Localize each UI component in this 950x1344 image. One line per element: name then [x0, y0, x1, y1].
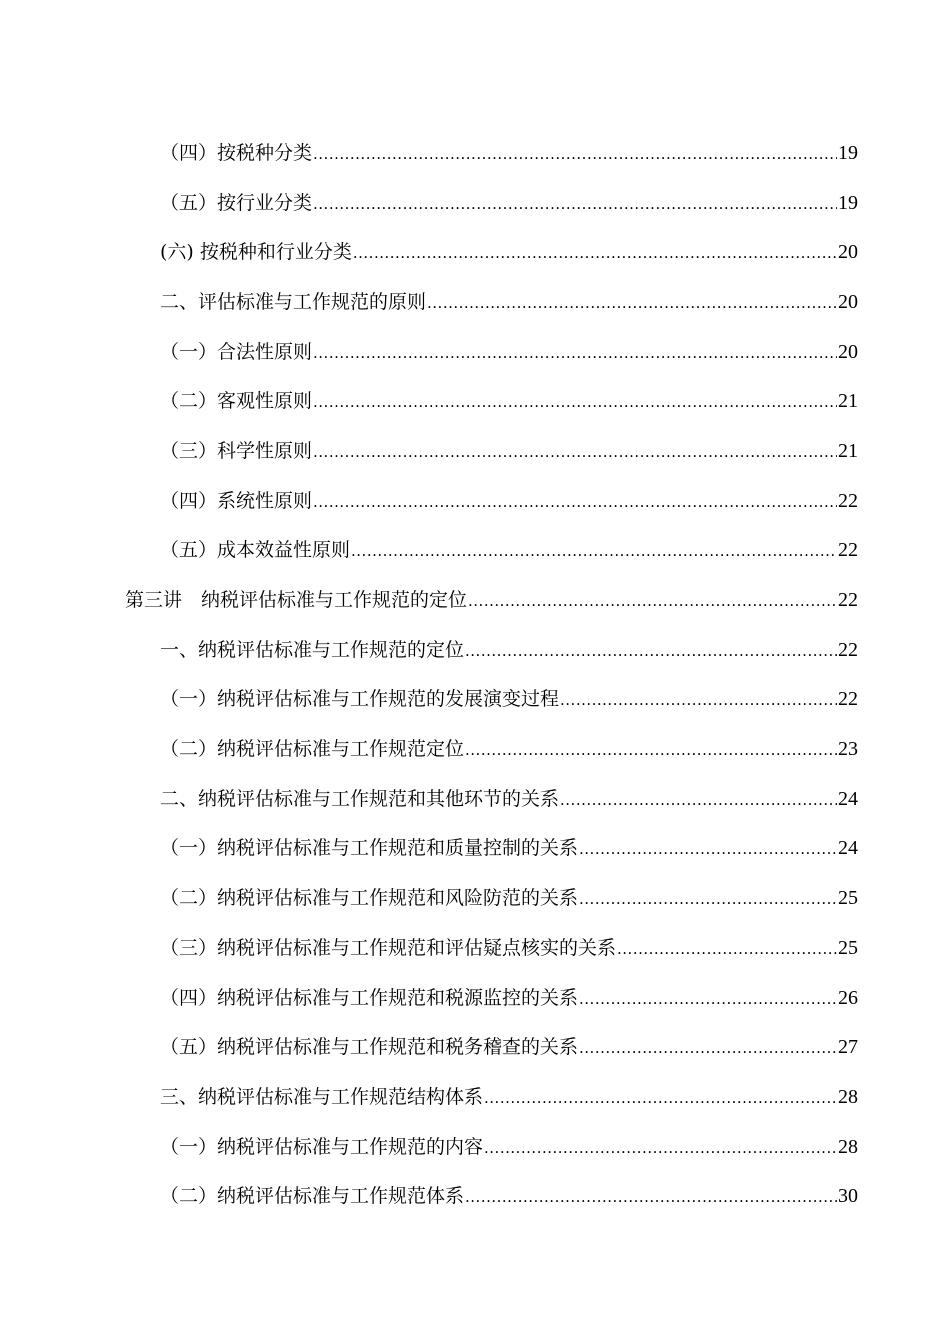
- toc-entry-line: [160, 737, 858, 761]
- toc-entry-line: [160, 240, 858, 264]
- toc-dot-leader: [353, 246, 837, 261]
- toc-entry[interactable]: [0, 1022, 950, 1072]
- toc-dot-leader: [468, 594, 837, 609]
- toc-dot-leader: [465, 1190, 837, 1205]
- toc-entry[interactable]: [0, 575, 950, 625]
- toc-entry-title: （二）纳税评估标准与工作规范和风险防范的关系: [160, 887, 579, 910]
- toc-entry-line: [160, 141, 858, 165]
- toc-entry[interactable]: [0, 476, 950, 526]
- toc-entry[interactable]: [0, 625, 950, 675]
- toc-entry-page-number: 26: [838, 986, 858, 1009]
- toc-entry[interactable]: [0, 873, 950, 923]
- toc-entry-title: （五）成本效益性原则: [160, 539, 351, 562]
- toc-entry-line: [160, 538, 858, 562]
- toc-dot-leader: [427, 296, 837, 311]
- toc-entry[interactable]: [0, 774, 950, 824]
- toc-entry[interactable]: [0, 376, 950, 426]
- toc-entry-page-number: 22: [838, 688, 858, 711]
- toc-entry-page-number: 28: [838, 1135, 858, 1158]
- toc-entry-title: 三、纳税评估标准与工作规范结构体系: [160, 1085, 484, 1108]
- toc-entry-line: [160, 489, 858, 513]
- toc-entry-page-number: 21: [838, 439, 858, 462]
- toc-entry-title: （二）纳税评估标准与工作规范定位: [160, 738, 465, 761]
- toc-entry[interactable]: [0, 675, 950, 725]
- toc-entry-page-number: 22: [838, 589, 858, 612]
- toc-dot-leader: [465, 644, 837, 659]
- toc-dot-leader: [351, 544, 837, 559]
- toc-entry[interactable]: [0, 923, 950, 973]
- toc-dot-leader: [313, 147, 837, 162]
- toc-entry-title: （四）纳税评估标准与工作规范和税源监控的关系: [160, 986, 579, 1009]
- toc-entry-page-number: 25: [838, 936, 858, 959]
- toc-entry[interactable]: [0, 1171, 950, 1221]
- toc-entry-page-number: 30: [838, 1185, 858, 1208]
- toc-entry-page-number: 25: [838, 887, 858, 910]
- toc-entry[interactable]: [0, 1072, 950, 1122]
- toc-entry-title: （一）纳税评估标准与工作规范和质量控制的关系: [160, 837, 579, 860]
- toc-dot-leader: [579, 1041, 837, 1056]
- toc-entry-title: （二）纳税评估标准与工作规范体系: [160, 1185, 465, 1208]
- toc-entry-title: 一、纳税评估标准与工作规范的定位: [160, 638, 465, 661]
- toc-entry[interactable]: [0, 277, 950, 327]
- toc-dot-leader: [465, 743, 837, 758]
- toc-entry-line: [160, 1135, 858, 1159]
- toc-dot-leader: [313, 346, 837, 361]
- table-of-contents: [0, 128, 950, 1221]
- toc-entry-line: [160, 1085, 858, 1109]
- toc-entry-line: [160, 787, 858, 811]
- toc-entry[interactable]: [0, 526, 950, 576]
- toc-entry-title: （一）纳税评估标准与工作规范的内容: [160, 1135, 484, 1158]
- toc-entry[interactable]: [0, 824, 950, 874]
- toc-entry-line: [160, 389, 858, 413]
- toc-entry-line: [160, 687, 858, 711]
- toc-dot-leader: [579, 892, 837, 907]
- toc-dot-leader: [313, 197, 837, 212]
- toc-entry-line: [160, 1035, 858, 1059]
- toc-entry-line: [160, 638, 858, 662]
- toc-entry-page-number: 22: [838, 539, 858, 562]
- toc-entry[interactable]: [0, 128, 950, 178]
- toc-entry-title: （三）纳税评估标准与工作规范和评估疑点核实的关系: [160, 936, 617, 959]
- toc-entry[interactable]: [0, 327, 950, 377]
- toc-entry-line: [160, 986, 858, 1010]
- toc-dot-leader: [560, 793, 837, 808]
- toc-entry-title: 二、纳税评估标准与工作规范和其他环节的关系: [160, 787, 560, 810]
- toc-entry-line: [160, 340, 858, 364]
- toc-entry-title: （二）客观性原则: [160, 390, 313, 413]
- toc-entry-page-number: 28: [838, 1085, 858, 1108]
- toc-entry[interactable]: [0, 178, 950, 228]
- toc-dot-leader: [313, 395, 837, 410]
- toc-entry-page-number: 19: [838, 191, 858, 214]
- toc-dot-leader: [579, 992, 837, 1007]
- toc-dot-leader: [617, 942, 837, 957]
- toc-entry-title: （五）按行业分类: [160, 191, 313, 214]
- toc-entry-page-number: 24: [838, 787, 858, 810]
- toc-entry[interactable]: [0, 227, 950, 277]
- toc-entry-title: 二、评估标准与工作规范的原则: [160, 290, 427, 313]
- toc-entry-title: （四）系统性原则: [160, 489, 313, 512]
- toc-entry-page-number: 22: [838, 638, 858, 661]
- toc-entry[interactable]: [0, 426, 950, 476]
- toc-dot-leader: [313, 495, 837, 510]
- toc-entry-page-number: 21: [838, 390, 858, 413]
- toc-dot-leader: [484, 1091, 837, 1106]
- toc-entry-page-number: 23: [838, 738, 858, 761]
- toc-entry-page-number: 22: [838, 489, 858, 512]
- toc-entry[interactable]: [0, 1122, 950, 1172]
- toc-dot-leader: [560, 693, 837, 708]
- toc-entry-page-number: 27: [838, 1036, 858, 1059]
- toc-entry-title: （一）合法性原则: [160, 340, 313, 363]
- toc-entry-title: （五）纳税评估标准与工作规范和税务稽查的关系: [160, 1036, 579, 1059]
- toc-entry-line: [160, 1184, 858, 1208]
- toc-entry-page-number: 24: [838, 837, 858, 860]
- toc-dot-leader: [579, 842, 837, 857]
- toc-entry-page-number: 20: [838, 290, 858, 313]
- toc-entry-title: (六) 按税种和行业分类: [160, 241, 352, 264]
- toc-entry-line: [160, 936, 858, 960]
- toc-entry[interactable]: [0, 973, 950, 1023]
- toc-entry-line: [160, 439, 858, 463]
- toc-entry-line: [160, 191, 858, 215]
- toc-entry[interactable]: [0, 724, 950, 774]
- toc-entry-page-number: 20: [838, 241, 858, 264]
- toc-entry-title: （四）按税种分类: [160, 141, 313, 164]
- toc-entry-title: （一）纳税评估标准与工作规范的发展演变过程: [160, 688, 560, 711]
- toc-entry-title: （三）科学性原则: [160, 439, 313, 462]
- toc-entry-line: [160, 886, 858, 910]
- toc-dot-leader: [484, 1141, 837, 1156]
- toc-entry-line: [125, 588, 858, 612]
- toc-entry-page-number: 20: [838, 340, 858, 363]
- toc-entry-line: [160, 836, 858, 860]
- toc-entry-page-number: 19: [838, 141, 858, 164]
- toc-entry-line: [160, 290, 858, 314]
- toc-dot-leader: [313, 445, 837, 460]
- toc-entry-title: 第三讲 纳税评估标准与工作规范的定位: [125, 589, 468, 612]
